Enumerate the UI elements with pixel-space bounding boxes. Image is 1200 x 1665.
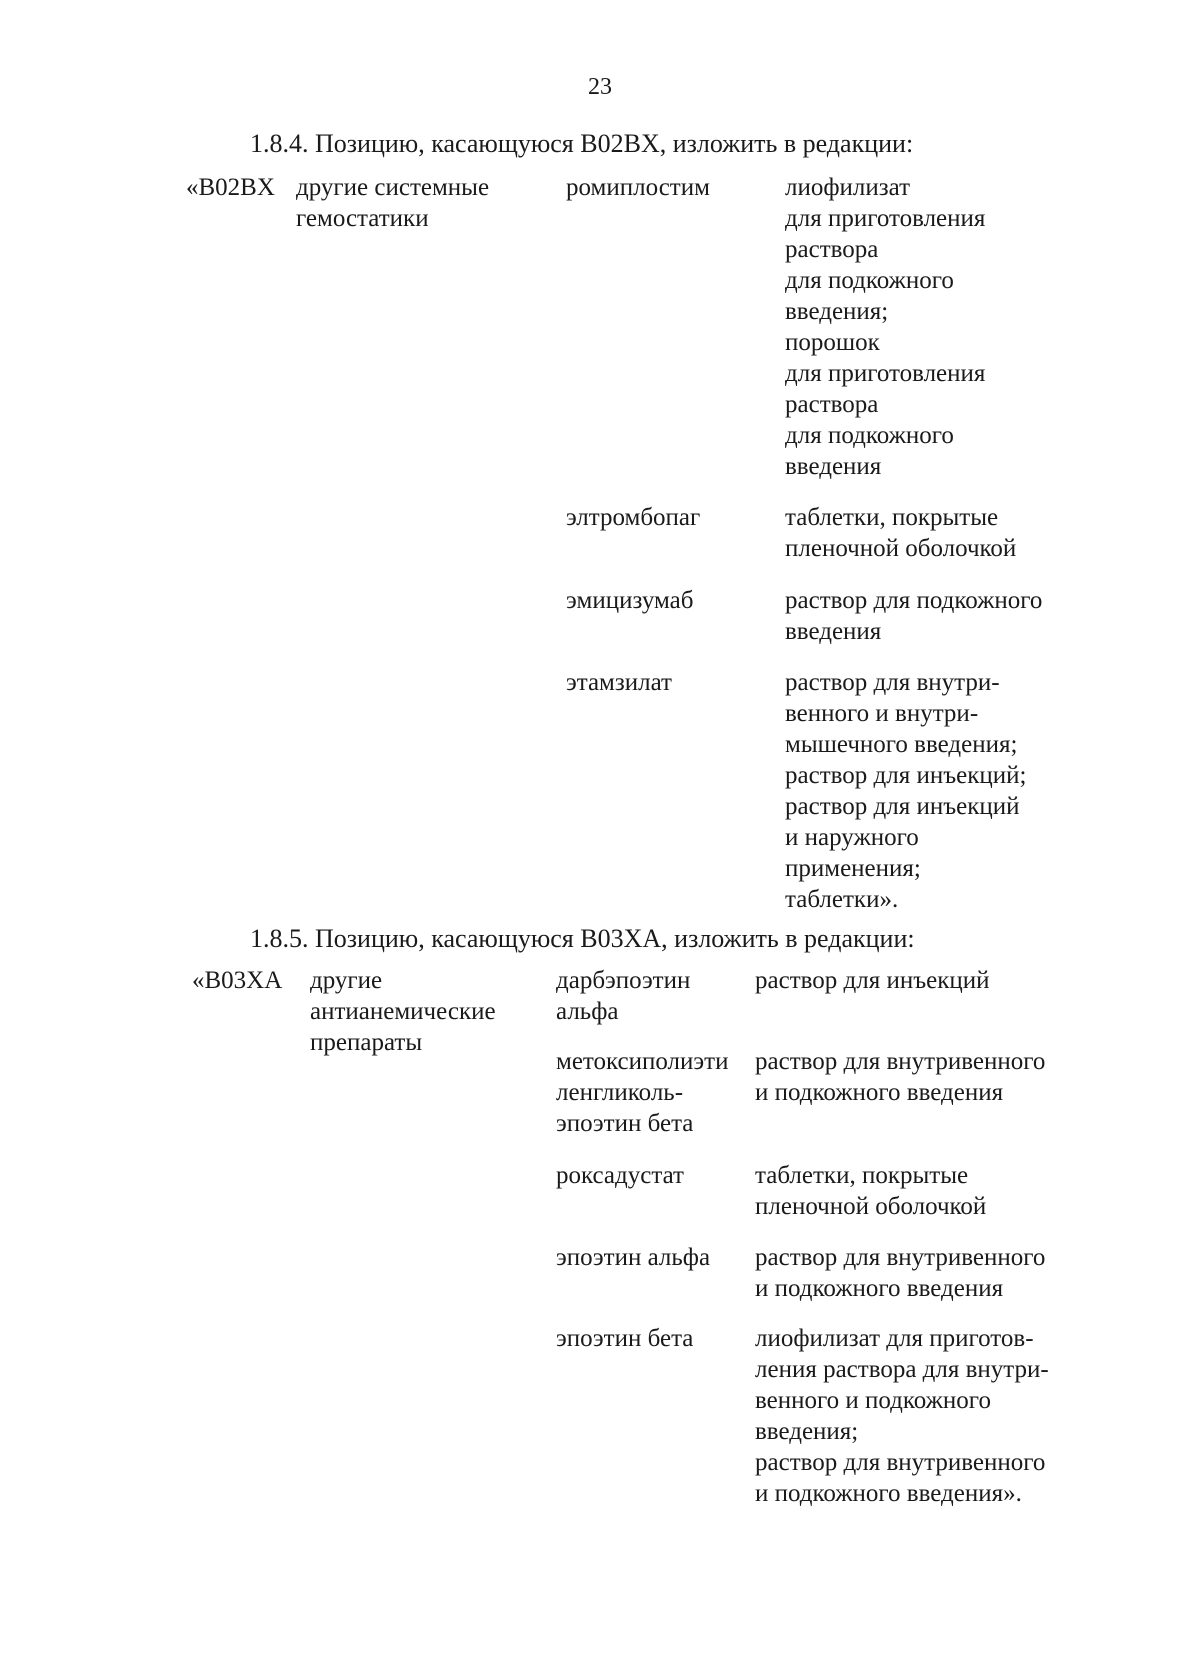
section-heading-b02bx: 1.8.4. Позицию, касающуюся B02BX, изложить в редакции: bbox=[250, 129, 914, 158]
dosage-form: раствор для инъекций bbox=[755, 967, 990, 994]
dosage-form: раствор для внутривенного и подкожного введения bbox=[755, 1048, 1046, 1106]
substance-name: роксадустат bbox=[556, 1162, 684, 1189]
substance-name: метоксиполиэти ленгликоль- эпоэтин бета bbox=[556, 1048, 729, 1137]
substance-name: эмицизумаб bbox=[566, 587, 694, 614]
page-number: 23 bbox=[588, 74, 612, 100]
atc-code: «B03XA bbox=[192, 967, 283, 994]
atc-group-name: другие антианемические препараты bbox=[310, 967, 496, 1056]
section-heading-b03xa: 1.8.5. Позицию, касающуюся B03XA, изложить в редакции: bbox=[250, 924, 915, 953]
substance-name: дарбэпоэтин альфа bbox=[556, 967, 691, 1025]
dosage-form: раствор для внутри- венного и внутри- мышечного введения; раствор для инъекций; раствор для инъекций и наружного применения; таблетки». bbox=[785, 669, 1027, 913]
substance-name: эпоэтин альфа bbox=[556, 1244, 711, 1271]
substance-name: элтромбопаг bbox=[566, 504, 701, 531]
substance-name: ромиплостим bbox=[566, 174, 710, 201]
dosage-form: раствор для внутривенного и подкожного введения bbox=[755, 1244, 1046, 1302]
dosage-form: лиофилизат для приготов- ления раствора для внутри- венного и подкожного введения; раствор для внутривенного и подкожного введения». bbox=[755, 1325, 1049, 1507]
atc-group-name: другие системные гемостатики bbox=[296, 174, 490, 232]
dosage-form: таблетки, покрытые пленочной оболочкой bbox=[755, 1162, 987, 1220]
dosage-form: раствор для подкожного введения bbox=[785, 587, 1043, 645]
dosage-form: лиофилизат для приготовления раствора для подкожного введения; порошок для приготовления раствора для подкожного введения bbox=[785, 174, 986, 480]
substance-name: этамзилат bbox=[566, 669, 672, 696]
substance-name: эпоэтин бета bbox=[556, 1325, 694, 1352]
dosage-form: таблетки, покрытые пленочной оболочкой bbox=[785, 504, 1017, 562]
atc-code: «B02BX bbox=[186, 174, 275, 201]
